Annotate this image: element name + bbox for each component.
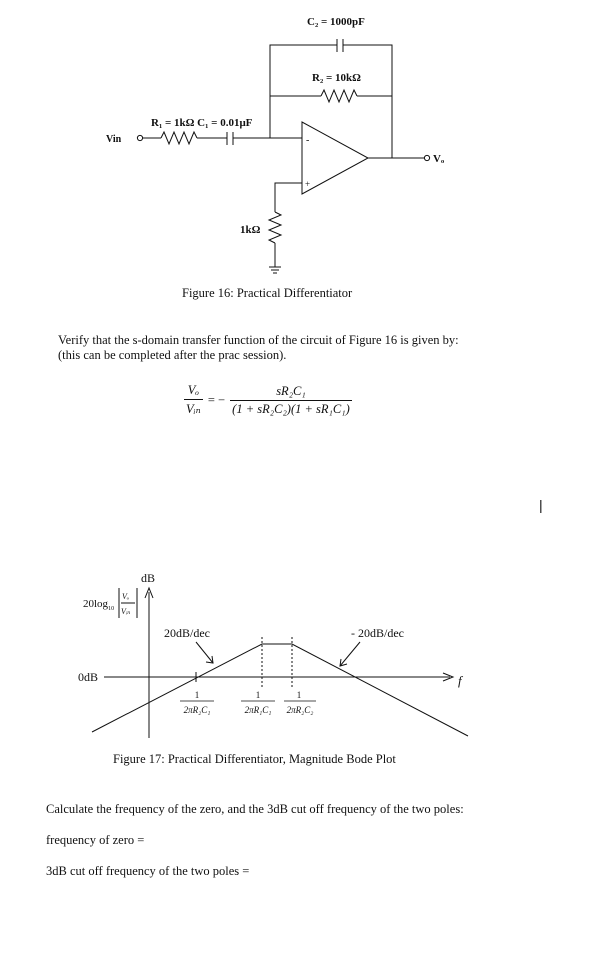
rhs-fraction	[230, 384, 352, 417]
r2-resistor	[321, 90, 357, 102]
r1-c1-label: R₁ = 1kΩ C₁ = 0.01μF	[151, 117, 253, 129]
tick1-denominator: 2πR₂C₁	[183, 705, 211, 715]
figure17-bode-plot	[0, 560, 603, 750]
ylabel-vo: Vₒ	[122, 592, 130, 601]
c2-wire-right	[343, 45, 392, 158]
vo-terminal	[424, 155, 429, 160]
bode-magnitude-curve	[92, 644, 468, 736]
slope-up-pointer	[196, 642, 213, 663]
r2-label: R₂ = 10kΩ	[312, 72, 361, 84]
ground-resistor	[269, 212, 281, 243]
equals-sign: = −	[207, 392, 226, 407]
slope-down-pointer	[340, 642, 360, 666]
minus-sign: -	[306, 135, 310, 146]
vin-terminal	[137, 135, 142, 140]
rhs-numerator: sR₂C₁	[230, 384, 352, 401]
vin-label: Vin	[106, 134, 122, 145]
ground-resistor-label: 1kΩ	[240, 224, 261, 236]
plus-input-wire	[275, 183, 302, 212]
tick3-numerator: 1	[296, 690, 302, 700]
question-pole-frequency: 3dB cut off frequency of the two poles =	[46, 864, 250, 878]
lhs-numerator: Vₒ	[184, 383, 203, 400]
op-amp-triangle	[302, 122, 368, 194]
text-cursor-mark: |	[539, 497, 543, 513]
tick2-numerator: 1	[255, 690, 261, 700]
tick1-numerator: 1	[194, 690, 200, 700]
figure16-circuit	[0, 0, 603, 300]
tick2-denominator: 2πR₁C₁	[244, 705, 272, 715]
question-zero-frequency: frequency of zero =	[46, 833, 145, 847]
r1-resistor	[161, 132, 197, 144]
slope-up-label: 20dB/dec	[164, 626, 210, 640]
zero-db-label: 0dB	[78, 670, 99, 684]
ylabel-prefix: $20\log_{10}$	[83, 598, 115, 612]
figure16-caption: Figure 16: Practical Differentiator	[182, 286, 353, 300]
figure17-caption: Figure 17: Practical Differentiator, Magnitude Bode Plot	[113, 752, 396, 766]
frequency-axis-label: f	[458, 673, 462, 688]
vo-label: Vₒ	[433, 153, 445, 165]
verify-line-1: Verify that the s-domain transfer function of the circuit of Figure 16 is given by:	[58, 333, 459, 347]
rhs-denominator: (1 + sR₂C₂)(1 + sR₁C₁)	[232, 401, 350, 416]
c2-label: C₂ = 1000pF	[307, 16, 365, 28]
tick3-denominator: 2πR₂C₂	[286, 705, 314, 715]
c2-wire-left	[270, 45, 337, 138]
lhs-denominator: Vᵢₙ	[186, 402, 201, 416]
slope-down-label: - 20dB/dec	[351, 626, 404, 640]
transfer-function	[184, 383, 352, 417]
plus-sign: +	[305, 179, 311, 189]
ylabel-vin: Vᵢₙ	[121, 607, 131, 616]
lhs-fraction	[184, 383, 203, 417]
db-label: dB	[141, 571, 156, 585]
verify-line-2: (this can be completed after the prac session).	[58, 348, 287, 362]
question-intro: Calculate the frequency of the zero, and the 3dB cut off frequency of the two poles:	[46, 802, 464, 816]
